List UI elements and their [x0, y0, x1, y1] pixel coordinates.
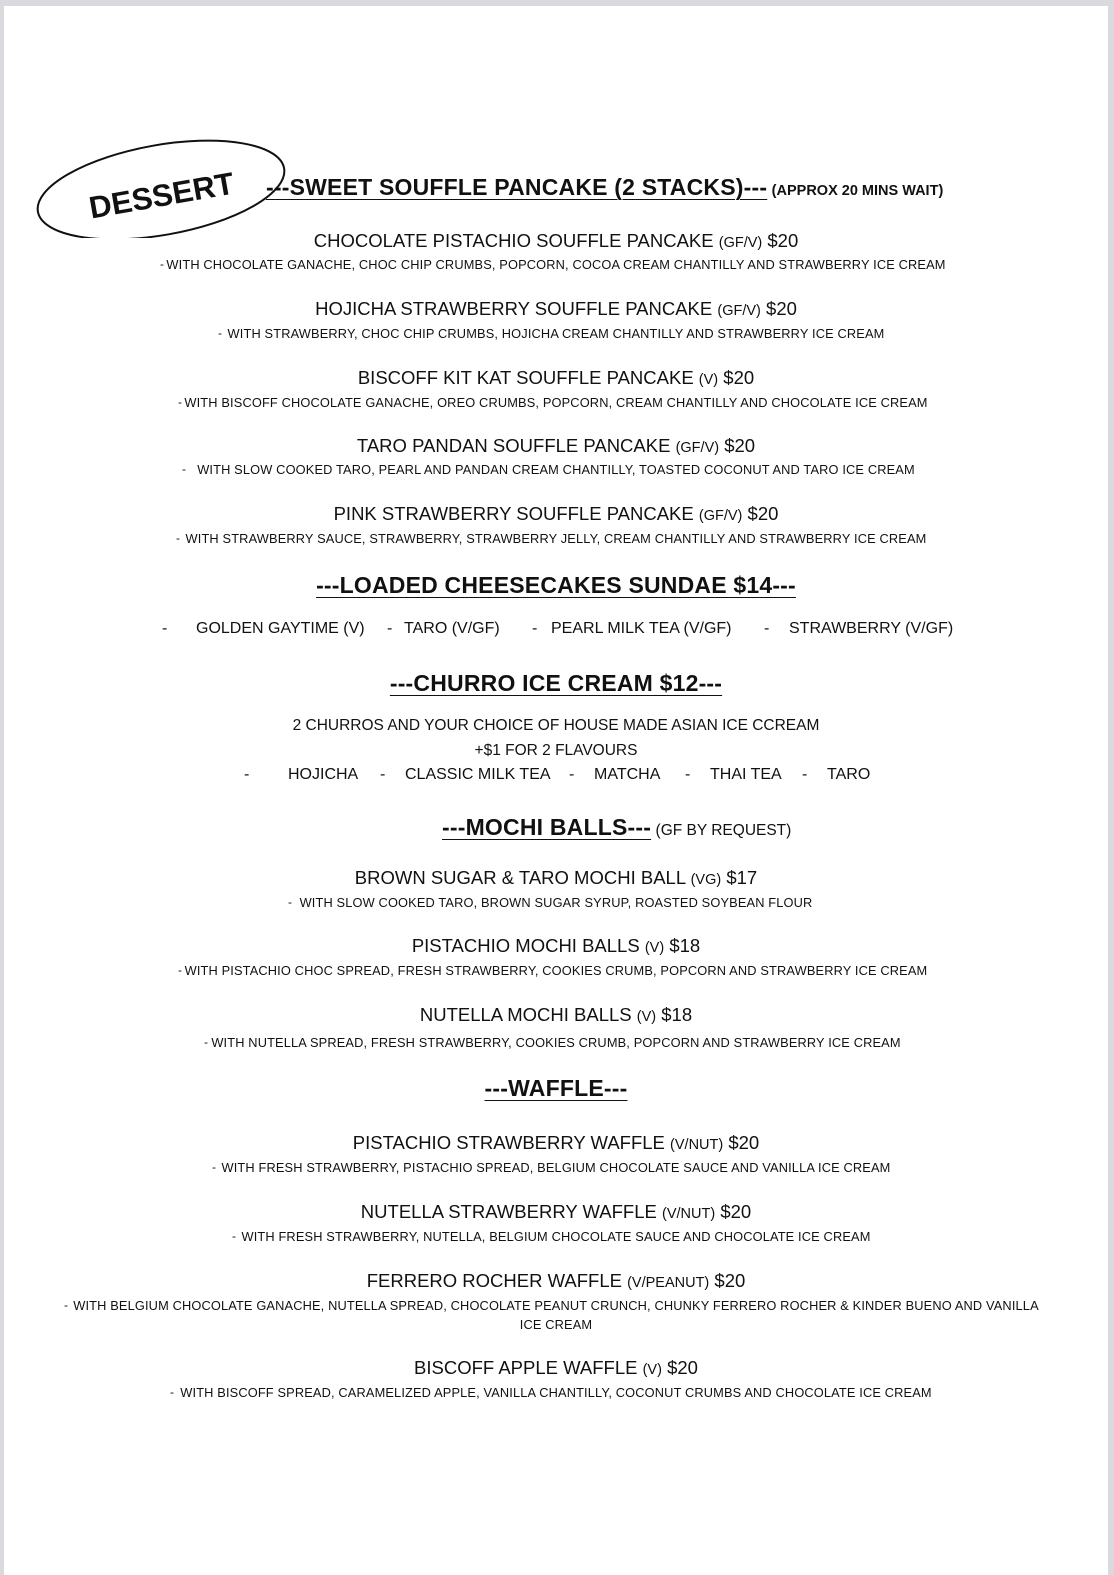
- bullet: -: [178, 395, 182, 409]
- item-price: $18: [669, 935, 701, 956]
- item-description: WITH SLOW COOKED TARO, BROWN SUGAR SYRUP, ROASTED SOYBEAN FLOUR: [299, 895, 813, 910]
- item-tag: (GF/V): [717, 303, 761, 319]
- item-tag: (GF/V): [718, 235, 763, 251]
- section-title: ---SWEET SOUFFLE PANCAKE (2 STACKS)---: [266, 174, 768, 200]
- menu-item-title: [4, 867, 1108, 889]
- bullet: -: [170, 1385, 174, 1399]
- item-description: WITH SLOW COOKED TARO, PEARL AND PANDAN CREAM CHANTILLY, TOASTED COCONUT AND TARO ICE CREAM: [197, 462, 915, 477]
- dessert-stamp-label: DESSERT: [86, 165, 237, 226]
- mochi-section-heading: [442, 814, 791, 841]
- item-name: HOJICHA STRAWBERRY SOUFFLE PANCAKE: [315, 298, 713, 319]
- item-tag: (V/NUT): [670, 1137, 724, 1153]
- item-name: BISCOFF APPLE WAFFLE: [414, 1357, 638, 1378]
- item-tag: (GF/V): [698, 508, 743, 524]
- item-description: WITH CHOCOLATE GANACHE, CHOC CHIP CRUMBS, POPCORN, COCOA CREAM CHANTILLY AND STRAWBERRY ICE CREAM: [166, 257, 946, 272]
- menu-item-title: [4, 367, 1108, 389]
- menu-item-title: [4, 1357, 1108, 1379]
- option-item: TARO (V/GF): [404, 620, 500, 637]
- item-description: WITH STRAWBERRY SAUCE, STRAWBERRY, STRAWBERRY JELLY, CREAM CHANTILLY AND STRAWBERRY ICE CREAM: [185, 531, 927, 546]
- flavour-item: TARO: [827, 766, 871, 783]
- dessert-stamp: [34, 138, 288, 238]
- item-name: PISTACHIO STRAWBERRY WAFFLE: [352, 1132, 665, 1153]
- flavour-item: THAI TEA: [710, 766, 782, 783]
- option-item: STRAWBERRY (V/GF): [789, 620, 954, 637]
- item-price: $20: [667, 1357, 698, 1378]
- bullet: -: [380, 766, 386, 783]
- bullet: -: [160, 257, 164, 271]
- item-name: BROWN SUGAR & TARO MOCHI BALL: [354, 867, 686, 888]
- item-price: $20: [723, 367, 755, 388]
- item-description: WITH STRAWBERRY, CHOC CHIP CRUMBS, HOJICHA CREAM CHANTILLY AND STRAWBERRY ICE CREAM: [227, 326, 885, 341]
- menu-item-title: [4, 1132, 1108, 1154]
- item-name: FERRERO ROCHER WAFFLE: [366, 1270, 622, 1291]
- item-name: CHOCOLATE PISTACHIO SOUFFLE PANCAKE: [313, 230, 714, 251]
- item-tag: (V): [636, 1009, 657, 1025]
- item-price: $17: [726, 867, 758, 888]
- item-description: WITH BELGIUM CHOCOLATE GANACHE, NUTELLA SPREAD, CHOCOLATE PEANUT CRUNCH, CHUNKY FERRERO ROCHER & KINDER BUENO AND VANILLA: [73, 1298, 1039, 1313]
- churro-description: 2 CHURROS AND YOUR CHOICE OF HOUSE MADE ASIAN ICE CCREAM: [292, 717, 820, 734]
- section-title: ---MOCHI BALLS---: [442, 814, 652, 840]
- item-tag: (V): [642, 1362, 662, 1378]
- flavour-item: MATCHA: [594, 766, 661, 783]
- menu-item-title: [4, 1270, 1108, 1292]
- waffle-section-heading: [4, 1075, 1108, 1102]
- menu-item-title: [4, 230, 1108, 252]
- flavour-item: HOJICHA: [288, 766, 359, 783]
- menu-item-title: [4, 1004, 1108, 1026]
- item-price: $20: [720, 1201, 752, 1222]
- item-description: WITH NUTELLA SPREAD, FRESH STRAWBERRY, COOKIES CRUMB, POPCORN AND STRAWBERRY ICE CREAM: [211, 1035, 901, 1050]
- bullet: -: [387, 620, 393, 637]
- item-name: TARO PANDAN SOUFFLE PANCAKE: [356, 435, 671, 456]
- item-description: WITH BISCOFF SPREAD, CARAMELIZED APPLE, VANILLA CHANTILLY, COCONUT CRUMBS AND CHOCOLATE ICE CREAM: [180, 1385, 932, 1400]
- item-price: $20: [728, 1132, 760, 1153]
- item-price: $20: [767, 230, 799, 251]
- bullet: -: [532, 620, 538, 637]
- item-description: WITH PISTACHIO CHOC SPREAD, FRESH STRAWBERRY, COOKIES CRUMB, POPCORN AND STRAWBERRY ICE CREAM: [184, 963, 928, 978]
- item-price: $20: [724, 435, 756, 456]
- item-name: BISCOFF KIT KAT SOUFFLE PANCAKE: [357, 367, 694, 388]
- churro-extra-note: +$1 FOR 2 FLAVOURS: [474, 742, 638, 759]
- item-name: PISTACHIO MOCHI BALLS: [411, 935, 640, 956]
- item-tag: (V/PEANUT): [627, 1275, 710, 1291]
- item-description-continued: ICE CREAM: [519, 1317, 593, 1332]
- bullet: -: [764, 620, 770, 637]
- menu-item-title: [4, 503, 1108, 525]
- menu-item-title: [4, 935, 1108, 957]
- bullet: -: [218, 326, 222, 340]
- item-name: NUTELLA MOCHI BALLS: [419, 1004, 632, 1025]
- item-price: $18: [661, 1004, 693, 1025]
- item-tag: (V): [698, 372, 719, 388]
- option-item: PEARL MILK TEA (V/GF): [551, 620, 732, 637]
- item-tag: (GF/V): [675, 440, 720, 456]
- bullet: -: [178, 963, 182, 977]
- menu-item-title: [4, 298, 1108, 320]
- menu-item-title: [4, 435, 1108, 457]
- item-description: WITH BISCOFF CHOCOLATE GANACHE, OREO CRUMBS, POPCORN, CREAM CHANTILLY AND CHOCOLATE ICE CREAM: [184, 395, 928, 410]
- bullet: -: [182, 462, 186, 476]
- section-note: (GF BY REQUEST): [655, 822, 792, 839]
- pancake-section-heading: [266, 174, 943, 201]
- item-tag: (V): [644, 940, 665, 956]
- section-title: ---LOADED CHEESECAKES SUNDAE $14---: [316, 572, 796, 598]
- section-title: ---CHURRO ICE CREAM $12---: [389, 670, 723, 696]
- item-tag: (V/NUT): [662, 1206, 716, 1222]
- bullet: -: [288, 895, 292, 909]
- bullet: -: [204, 1035, 208, 1049]
- churro-section-heading: [4, 670, 1108, 697]
- section-title: ---WAFFLE---: [484, 1075, 628, 1101]
- item-price: $20: [766, 298, 797, 319]
- item-name: PINK STRAWBERRY SOUFFLE PANCAKE: [333, 503, 694, 524]
- bullet: -: [162, 620, 168, 637]
- menu-page: [4, 6, 1108, 1575]
- bullet: -: [802, 766, 808, 783]
- bullet: -: [244, 766, 250, 783]
- item-price: $20: [714, 1270, 746, 1291]
- menu-item-title: [4, 1201, 1108, 1223]
- item-name: NUTELLA STRAWBERRY WAFFLE: [360, 1201, 657, 1222]
- cheesecake-section-heading: [4, 572, 1108, 599]
- bullet: -: [176, 531, 180, 545]
- item-price: $20: [747, 503, 779, 524]
- bullet: -: [685, 766, 691, 783]
- bullet: -: [212, 1160, 216, 1174]
- item-description: WITH FRESH STRAWBERRY, PISTACHIO SPREAD, BELGIUM CHOCOLATE SAUCE AND VANILLA ICE CREAM: [221, 1160, 891, 1175]
- flavour-item: CLASSIC MILK TEA: [405, 766, 551, 783]
- bullet: -: [64, 1298, 68, 1312]
- section-note: (APPROX 20 MINS WAIT): [771, 183, 944, 199]
- item-tag: (VG): [690, 872, 722, 888]
- bullet: -: [569, 766, 575, 783]
- bullet: -: [232, 1229, 236, 1243]
- item-description: WITH FRESH STRAWBERRY, NUTELLA, BELGIUM CHOCOLATE SAUCE AND CHOCOLATE ICE CREAM: [241, 1229, 871, 1244]
- option-item: GOLDEN GAYTIME (V): [196, 620, 365, 637]
